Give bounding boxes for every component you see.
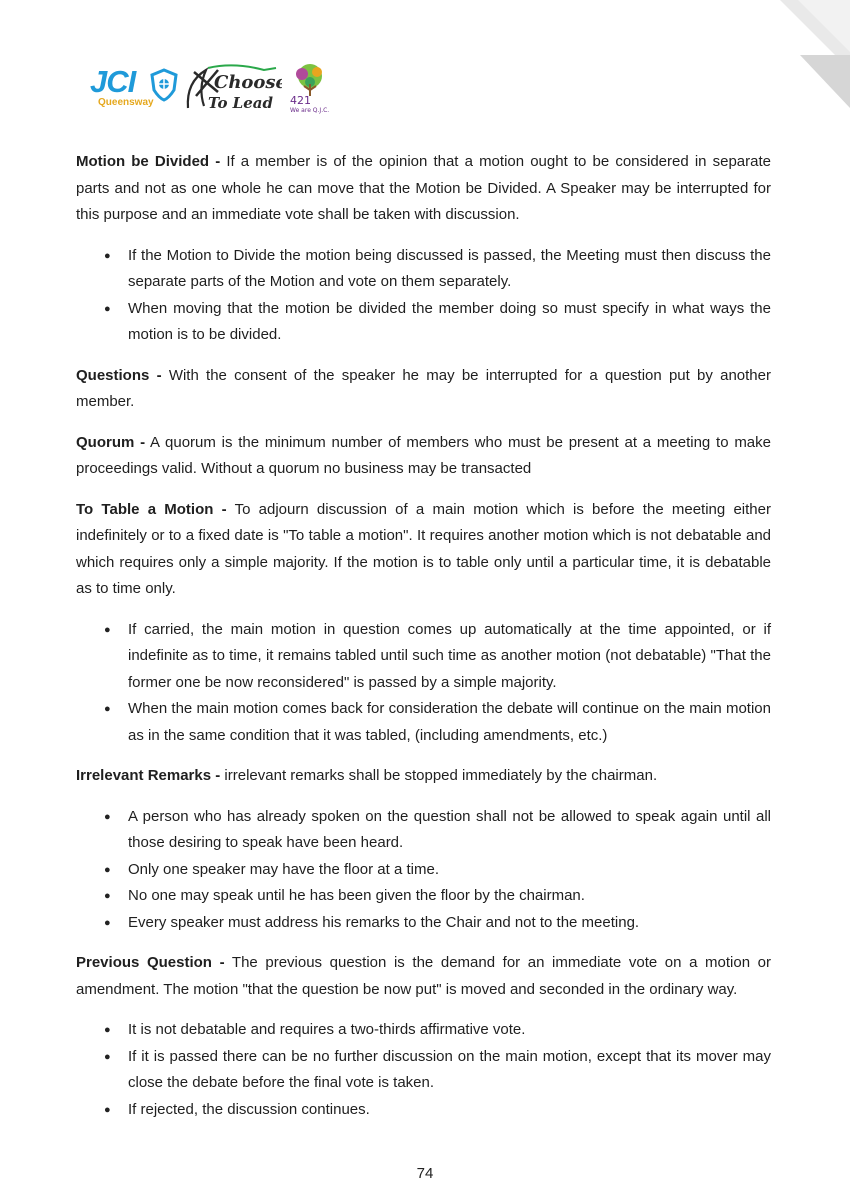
definition-term: Motion be Divided -: [76, 153, 221, 170]
svg-text:421: 421: [290, 94, 311, 107]
list-item: ● If the Motion to Divide the motion being discussed is passed, the Meeting must then discuss the separate parts of the Motion and vote on them separately.: [128, 243, 771, 296]
list-item: ● A person who has already spoken on the question shall not be allowed to speak again until all those desiring to speak have been heard.: [128, 804, 771, 857]
list-item: ● If carried, the main motion in question comes up automatically at the time appointed, or if indefinite as to time, it remains tabled until such time as another motion (not debatable) "That the former one be now reconsidered" is passed by a simple majority.: [128, 617, 771, 697]
definition-text: irrelevant remarks shall be stopped immediately by the chairman.: [220, 767, 658, 784]
list-item: ● No one may speak until he has been given the floor by the chairman.: [128, 883, 771, 910]
definition-text: With the consent of the speaker he may be interrupted for a question put by another member.: [76, 366, 771, 410]
definition-term: Irrelevant Remarks -: [76, 767, 221, 784]
bullet-list: [76, 617, 771, 750]
list-item: ● It is not debatable and requires a two-thirds affirmative vote.: [128, 1017, 771, 1044]
bullet-list: [76, 243, 771, 349]
list-item: ● If it is passed there can be no further discussion on the main motion, except that its mover may close the debate before the final vote is taken.: [128, 1044, 771, 1097]
definition-term: Quorum -: [76, 433, 146, 451]
choose-to-lead-swoosh-icon: [184, 62, 282, 114]
tree-logo: [286, 62, 334, 119]
definition-text: If a member is of the opinion that a motion ought to be considered in separate parts and not as one whole he can move that the Motion be Divided. A Speaker may be interrupted for this purpose and an immediate vote shall be taken with discussion.: [76, 153, 771, 223]
jci-logo-wordmark: JCI: [90, 64, 136, 99]
definition-paragraph: [76, 149, 771, 229]
choose-to-lead-logo: [184, 62, 282, 119]
choose-text: Choose: [214, 72, 282, 93]
to-lead-text: To Lead: [208, 94, 273, 112]
bullet-list: [76, 1017, 771, 1123]
definition-paragraph: [76, 430, 771, 483]
jci-chapter-name: Queensway: [98, 97, 154, 108]
definition-text: The previous question is the demand for an immediate vote on a motion or amendment. The motion "that the question be now put" is moved and seconded in the ordinary way.: [76, 954, 772, 998]
bullet-list: [76, 804, 771, 937]
document-body: [76, 149, 771, 1137]
definition-paragraph: [76, 763, 771, 790]
page-corner-decoration: [740, 0, 850, 110]
list-item: ● If rejected, the discussion continues.: [128, 1097, 771, 1124]
definition-term: Previous Question -: [76, 954, 225, 971]
tree-logo-caption: We are Q.J.C.: [290, 107, 330, 114]
list-item: ● When the main motion comes back for consideration the debate will continue on the main motion as in the same condition that it was tabled, (including amendments, etc.): [128, 696, 771, 749]
definition-term: To Table a Motion -: [76, 500, 227, 518]
tree-logo-icon: [286, 62, 334, 114]
definition-paragraph: [76, 950, 771, 1003]
definition-paragraph: [76, 363, 771, 416]
definition-term: Questions -: [76, 366, 162, 384]
definition-paragraph: [76, 497, 771, 603]
page-number: 74: [416, 1165, 434, 1182]
jci-shield-icon: [149, 68, 179, 102]
list-item: ● Every speaker must address his remarks to the Chair and not to the meeting.: [128, 910, 771, 937]
definition-text: To adjourn discussion of a main motion which is before the meeting either indefinitely or to a fixed date is "To table a motion". It requires another motion which is not debatable and which requires only a simple majority. If the motion is to table only until a particular time, it is debatable as to time only.: [76, 500, 771, 597]
list-item: ● When moving that the motion be divided the member doing so must specify in what ways the motion is to be divided.: [128, 296, 771, 349]
jci-logo: [90, 66, 154, 109]
definition-text: A quorum is the minimum number of members who must be present at a meeting to make proceedings valid. Without a quorum no business may be transacted: [76, 433, 771, 477]
list-item: ● Only one speaker may have the floor at a time.: [128, 857, 771, 884]
